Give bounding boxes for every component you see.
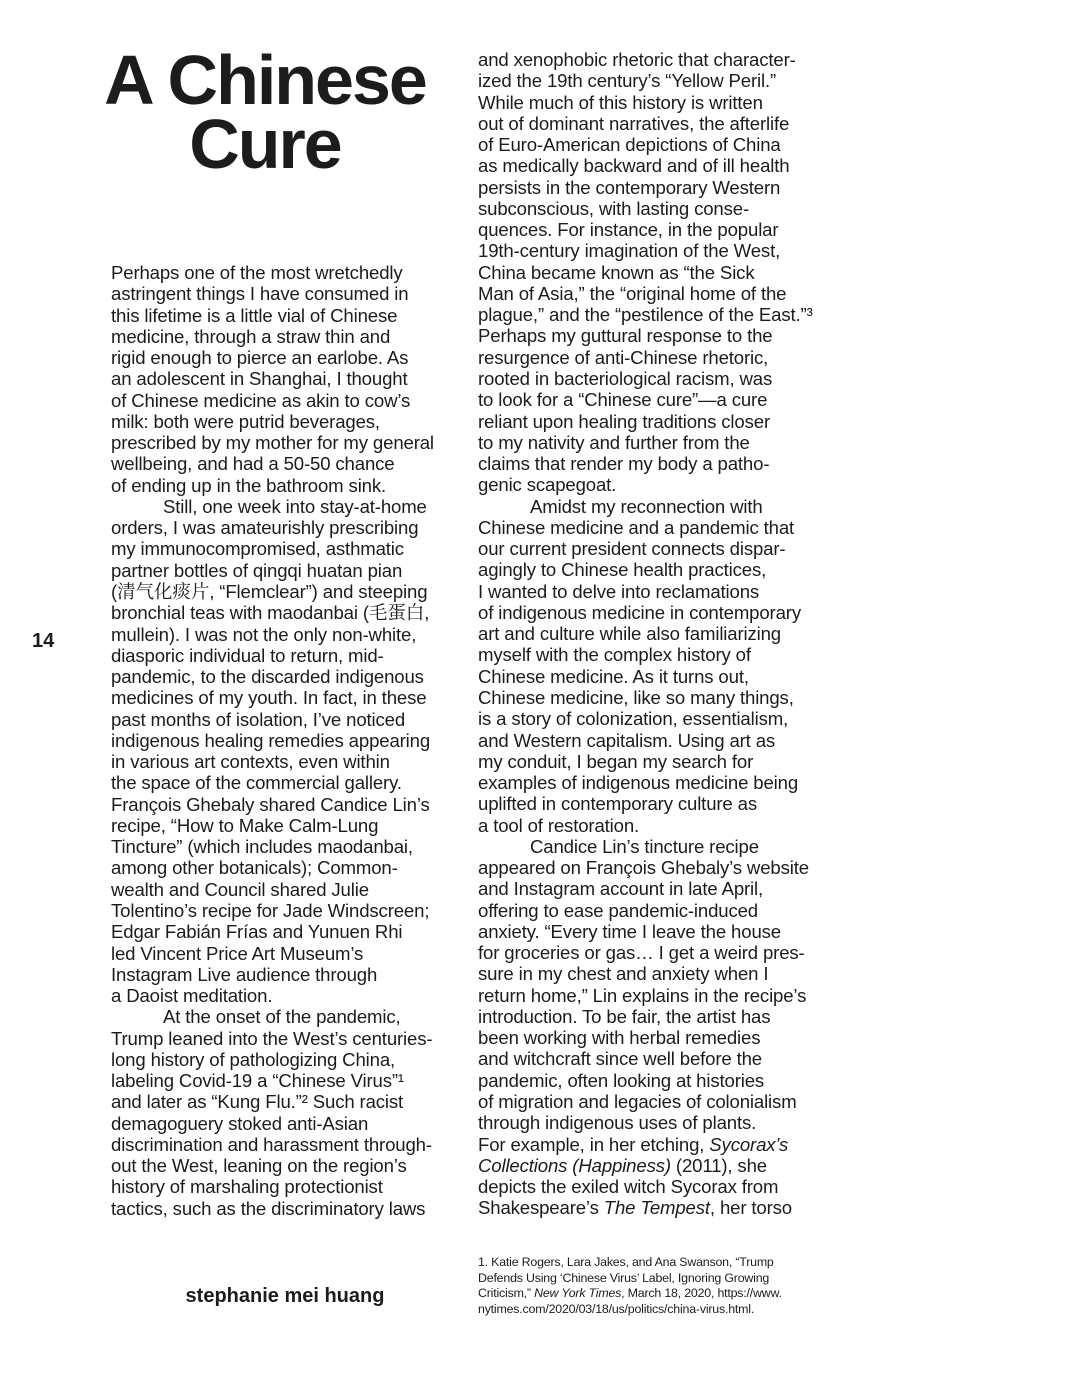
text-line: labeling Covid-19 a “Chinese Virus”¹	[111, 1070, 404, 1092]
text-line	[478, 1197, 813, 1218]
text-line: Instagram Live audience through	[111, 963, 378, 985]
text-line: rooted in bacteriological racism, was	[478, 367, 773, 389]
text-line: (清气化痰片, “Flemclear”) and steeping	[111, 580, 428, 602]
text-line: to look for a “Chinese cure”—a cure	[478, 389, 768, 411]
text-line: among other botanicals); Common-	[111, 857, 398, 879]
text-line: tactics, such as the discriminatory laws	[111, 1197, 426, 1219]
text-segment: Shakespeare’s	[478, 1197, 604, 1219]
text-line: and xenophobic rhetoric that character-	[478, 49, 796, 70]
text-line: 19th-century imagination of the West,	[478, 240, 781, 262]
text-line: to my nativity and further from the	[478, 431, 750, 453]
text-line: our current president connects dispar-	[478, 538, 786, 560]
text-line: At the onset of the pandemic,	[163, 1006, 401, 1028]
text-line: ized the 19th century’s “Yellow Peril.”	[478, 70, 777, 92]
text-line: prescribed by my mother for my general	[111, 432, 434, 454]
text-line: resurgence of anti-Chinese rhetoric,	[478, 346, 769, 368]
text-line: milk: both were putrid beverages,	[111, 410, 380, 432]
text-line: long history of pathologizing China,	[111, 1048, 396, 1070]
text-line: my conduit, I began my search for	[478, 750, 754, 772]
text-segment: Criticism,”	[478, 1286, 535, 1300]
text-line: medicines of my youth. In fact, in these	[111, 687, 427, 709]
text-line: Trump leaned into the West’s centuries-	[111, 1027, 433, 1049]
text-line: genic scapegoat.	[478, 474, 617, 496]
text-line: Candice Lin’s tincture recipe	[530, 835, 759, 857]
text-line: wealth and Council shared Julie	[111, 878, 369, 900]
italic-title: Sycorax’s	[709, 1133, 789, 1155]
text-line: mullein). I was not the only non-white,	[111, 623, 417, 645]
text-line: rigid enough to pierce an earlobe. As	[111, 347, 409, 369]
text-line: plague,” and the “pestilence of the East.”³	[478, 304, 813, 326]
text-line: depicts the exiled witch Sycorax from	[478, 1176, 779, 1198]
text-line: recipe, “How to Make Calm-Lung	[111, 814, 379, 836]
text-line: a tool of restoration.	[478, 814, 640, 836]
italic-title: The Tempest	[603, 1197, 710, 1219]
text-line: through indigenous uses of plants.	[478, 1112, 757, 1134]
text-line: and later as “Kung Flu.”² Such racist	[111, 1091, 404, 1113]
text-line: of migration and legacies of colonialism	[478, 1091, 797, 1113]
text-line: as medically backward and of ill health	[478, 155, 790, 177]
text-line: nytimes.com/2020/03/18/us/politics/china-virus.html.	[478, 1301, 755, 1316]
text-line: demagoguery stoked anti-Asian	[111, 1112, 369, 1134]
text-line: astringent things I have consumed in	[111, 283, 409, 305]
text-line: quences. For instance, in the popular	[478, 219, 779, 241]
text-line: Perhaps one of the most wretchedly	[111, 262, 403, 283]
text-line: pandemic, often looking at histories	[478, 1069, 765, 1091]
text-segment: , March 18, 2020, https://www.	[621, 1286, 782, 1300]
text-line: pandemic, to the discarded indigenous	[111, 666, 424, 688]
text-line: Chinese medicine, like so many things,	[478, 686, 794, 708]
text-line: offering to ease pandemic-induced	[478, 899, 759, 921]
text-line: Amidst my reconnection with	[530, 495, 763, 517]
text-line: reliant upon healing traditions closer	[478, 410, 770, 432]
body-column-left	[111, 262, 434, 1219]
text-line: in various art contexts, even within	[111, 751, 390, 773]
text-line: out the West, leaning on the region’s	[111, 1155, 407, 1177]
text-line: of Chinese medicine as akin to cow’s	[111, 389, 411, 411]
page-number: 14	[32, 630, 55, 652]
text-line: the space of the commercial gallery.	[111, 772, 402, 794]
text-line: myself with the complex history of	[478, 644, 751, 666]
text-line: Chinese medicine and a pandemic that	[478, 516, 795, 538]
text-line: my immunocompromised, asthmatic	[111, 538, 404, 560]
text-line: an adolescent in Shanghai, I thought	[111, 368, 408, 390]
text-line: orders, I was amateurishly prescribing	[111, 517, 419, 539]
text-line: art and culture while also familiarizing	[478, 623, 782, 645]
text-line: Tolentino’s recipe for Jade Windscreen;	[111, 899, 430, 921]
body-column-right	[478, 49, 813, 1219]
text-line: history of marshaling protectionist	[111, 1176, 383, 1198]
text-line: anxiety. “Every time I leave the house	[478, 920, 781, 942]
text-line: Chinese medicine. As it turns out,	[478, 665, 749, 687]
text-line: examples of indigenous medicine being	[478, 772, 799, 794]
text-line: discrimination and harassment through-	[111, 1133, 432, 1155]
text-segment: , her torso	[709, 1197, 792, 1219]
text-line: and Western capitalism. Using art as	[478, 729, 776, 751]
text-line: François Ghebaly shared Candice Lin’s	[111, 793, 430, 815]
text-line	[478, 1286, 782, 1302]
footnote	[478, 1255, 782, 1317]
text-line: wellbeing, and had a 50-50 chance	[111, 453, 395, 475]
italic-title: Collections (Happiness)	[478, 1154, 671, 1176]
text-line: diasporic individual to return, mid-	[111, 644, 384, 666]
text-line: subconscious, with lasting conse-	[478, 197, 749, 219]
text-line: persists in the contemporary Western	[478, 176, 781, 198]
text-line: return home,” Lin explains in the recipe’s	[478, 984, 807, 1006]
text-line: out of dominant narratives, the afterlife	[478, 112, 790, 134]
text-line: While much of this history is written	[478, 91, 763, 113]
text-line: is a story of colonization, essentialism,	[478, 708, 789, 730]
text-line: Tincture” (which includes maodanbai,	[111, 836, 413, 858]
text-line	[478, 1155, 813, 1176]
text-line: claims that render my body a patho-	[478, 453, 770, 475]
text-line: China became known as “the Sick	[478, 261, 755, 283]
text-line: 1. Katie Rogers, Lara Jakes, and Ana Swanson, “Trump	[478, 1255, 774, 1269]
text-line: this lifetime is a little vial of Chinese	[111, 304, 398, 326]
text-line: past months of isolation, I’ve noticed	[111, 708, 406, 730]
text-line: appeared on François Ghebaly’s website	[478, 857, 809, 879]
article-title	[90, 41, 440, 183]
text-line: and witchcraft since well before the	[478, 1048, 762, 1070]
title-line-1: A Chinese	[104, 41, 426, 119]
text-line: led Vincent Price Art Museum’s	[111, 942, 364, 964]
text-line: Perhaps my guttural response to the	[478, 325, 773, 347]
text-line: medicine, through a straw thin and	[111, 325, 391, 347]
text-line: partner bottles of qingqi huatan pian	[111, 559, 403, 581]
text-line: for groceries or gas… I get a weird pres-	[478, 942, 805, 964]
text-line: indigenous healing remedies appearing	[111, 729, 431, 751]
text-line	[478, 1134, 813, 1155]
text-line: a Daoist meditation.	[111, 985, 273, 1007]
text-line: sure in my chest and anxiety when I	[478, 963, 769, 985]
text-line: bronchial teas with maodanbai (毛蛋白,	[111, 602, 430, 624]
text-line: agingly to Chinese health practices,	[478, 559, 767, 581]
text-line: of indigenous medicine in contemporary	[478, 601, 801, 623]
title-line-2: Cure	[189, 105, 341, 183]
text-line: uplifted in contemporary culture as	[478, 793, 757, 815]
text-line: and Instagram account in late April,	[478, 878, 764, 900]
text-line: of Euro-American depictions of China	[478, 134, 781, 156]
text-line: Man of Asia,” the “original home of the	[478, 282, 787, 304]
text-line: Edgar Fabián Frías and Yunuen Rhi	[111, 921, 403, 943]
text-line: Still, one week into stay-at-home	[163, 495, 427, 517]
text-line: been working with herbal remedies	[478, 1027, 761, 1049]
text-segment: For example, in her etching,	[478, 1133, 710, 1155]
text-line: of ending up in the bathroom sink.	[111, 474, 387, 496]
author-byline: stephanie mei huang	[185, 1285, 385, 1307]
italic-title: New York Times	[534, 1286, 622, 1300]
text-line: introduction. To be fair, the artist has	[478, 1005, 771, 1027]
text-line: Defends Using ‘Chinese Virus’ Label, Ignoring Growing	[478, 1270, 770, 1285]
text-segment: (2011), she	[670, 1154, 767, 1176]
text-line: I wanted to delve into reclamations	[478, 580, 760, 602]
